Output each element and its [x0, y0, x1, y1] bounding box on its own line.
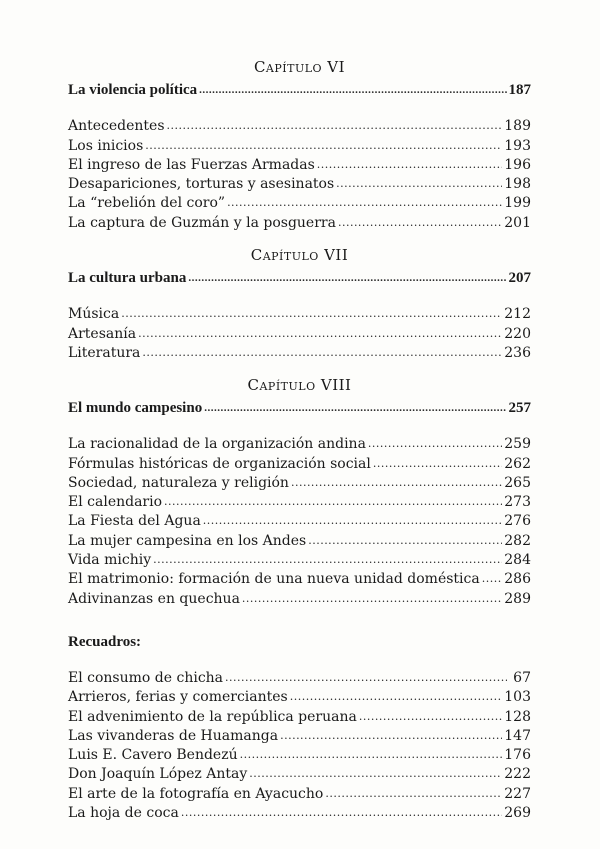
entry-label: El advenimiento de la república peruana [68, 708, 357, 725]
entry-label: Desapariciones, torturas y asesinatos [68, 176, 335, 193]
toc-entry[interactable] [68, 512, 531, 531]
toc-entry[interactable] [68, 137, 531, 156]
toc-entry[interactable] [68, 175, 531, 194]
toc-entry[interactable] [68, 532, 531, 551]
entry-list [68, 435, 531, 609]
toc-entry[interactable] [68, 746, 531, 765]
entry-list [68, 305, 531, 363]
toc-entry[interactable] [68, 305, 531, 324]
dot-leader [240, 745, 503, 764]
recuadros-section [68, 634, 531, 823]
entry-page: 262 [504, 455, 531, 472]
dot-leader [359, 707, 502, 726]
entry-list [68, 669, 531, 823]
toc-entry[interactable] [68, 570, 531, 589]
toc-entry[interactable] [68, 474, 531, 493]
dot-leader [290, 687, 503, 706]
dot-leader [338, 213, 502, 232]
entry-label: Las vivanderas de Huamanga [68, 727, 279, 744]
toc-entry[interactable] [68, 344, 531, 363]
toc-entry[interactable] [68, 156, 531, 175]
dot-leader [145, 136, 502, 155]
entry-label: Vida michiy [68, 552, 152, 569]
chapter-title-entry[interactable] [68, 269, 531, 289]
entry-page: 273 [504, 494, 531, 511]
entry-list [68, 117, 531, 233]
entry-label: Sociedad, naturaleza y religión [68, 474, 289, 491]
toc-entry[interactable] [68, 493, 531, 512]
dot-leader [336, 174, 502, 193]
entry-page: 212 [504, 306, 531, 323]
entry-page: 265 [504, 474, 531, 491]
dot-leader [121, 304, 502, 323]
dot-leader [249, 764, 502, 783]
dot-leader [227, 193, 502, 212]
entry-label: La mujer campesina en los Andes [68, 532, 307, 549]
dot-leader [308, 531, 502, 550]
entry-page: 147 [504, 727, 531, 744]
entry-page: 196 [504, 156, 531, 173]
entry-page: 198 [504, 176, 531, 193]
dot-leader [325, 784, 502, 803]
toc-entry[interactable] [68, 765, 531, 784]
entry-page: 222 [504, 766, 531, 783]
entry-page: 220 [504, 325, 531, 342]
entry-page: 193 [504, 137, 531, 154]
entry-label: Los inicios [68, 137, 144, 154]
toc-entry[interactable] [68, 804, 531, 823]
dot-leader [138, 324, 502, 343]
entry-label: El arte de la fotografía en Ayacucho [68, 785, 324, 802]
entry-label: El calendario [68, 494, 163, 511]
entry-page: 207 [508, 270, 531, 286]
toc-entry[interactable] [68, 435, 531, 454]
entry-label: Artesanía [68, 325, 137, 342]
dot-leader [164, 492, 502, 511]
dot-leader [482, 569, 503, 588]
entry-label: Luis E. Cavero Bendezú [68, 747, 238, 764]
entry-label: El mundo campesino [68, 400, 203, 416]
dot-leader [368, 434, 502, 453]
entry-page: 289 [504, 590, 531, 607]
dot-leader [188, 269, 506, 288]
dot-leader [204, 399, 506, 418]
entry-label: La captura de Guzmán y la posguerra [68, 214, 336, 231]
toc-entry[interactable] [68, 785, 531, 804]
chapter-heading: Capítulo VII [250, 246, 349, 264]
entry-page: 259 [504, 436, 531, 453]
chapter-heading: Capítulo VIII [247, 376, 352, 394]
entry-label: La violencia política [68, 82, 198, 98]
toc-entry[interactable] [68, 551, 531, 570]
dot-leader [199, 81, 506, 100]
dot-leader [181, 803, 502, 822]
entry-label: La “rebelión del coro” [68, 195, 226, 212]
entry-label: Arrieros, ferias y comerciantes [68, 689, 288, 706]
dot-leader [373, 454, 502, 473]
dot-leader [225, 668, 507, 687]
entry-page: 187 [508, 82, 531, 98]
section-heading: Recuadros: [68, 634, 142, 650]
toc-entry[interactable] [68, 669, 531, 688]
dot-leader [142, 343, 502, 362]
entry-page: 176 [504, 747, 531, 764]
entry-page: 269 [504, 805, 531, 822]
toc-entry[interactable] [68, 214, 531, 233]
dot-leader [153, 550, 502, 569]
entry-page: 103 [504, 689, 531, 706]
toc-entry[interactable] [68, 727, 531, 746]
entry-page: 236 [504, 344, 531, 361]
entry-label: Adivinanzas en quechua [68, 590, 240, 607]
entry-label: El matrimonio: formación de una nueva unidad doméstica [68, 571, 480, 588]
entry-label: Literatura [68, 344, 141, 361]
entry-page: 189 [504, 118, 531, 135]
toc-entry[interactable] [68, 117, 531, 136]
entry-label: Don Joaquín López Antay [68, 766, 248, 783]
chapter-6 [68, 58, 531, 233]
chapter-title-entry[interactable] [68, 399, 531, 419]
dot-leader [203, 511, 502, 530]
toc-entry[interactable] [68, 455, 531, 474]
entry-label: La racionalidad de la organización andina [68, 436, 366, 453]
chapter-heading: Capítulo VI [253, 58, 346, 76]
dot-leader [291, 473, 502, 492]
dot-leader [317, 155, 502, 174]
chapter-8 [68, 376, 531, 609]
entry-label: La Fiesta del Agua [68, 513, 201, 530]
entry-page: 276 [504, 513, 531, 530]
toc-entry[interactable] [68, 590, 531, 609]
entry-page: 286 [504, 571, 531, 588]
entry-page: 67 [513, 670, 531, 686]
entry-page: 199 [504, 195, 531, 212]
dot-leader [280, 726, 502, 745]
entry-page: 227 [504, 785, 531, 802]
entry-label: Antecedentes [68, 118, 165, 135]
entry-label: Fórmulas históricas de organización social [68, 455, 371, 472]
entry-label: La hoja de coca [68, 805, 179, 822]
entry-page: 257 [508, 400, 531, 416]
chapter-title-entry[interactable] [68, 81, 531, 101]
toc-entry[interactable] [68, 194, 531, 213]
dot-leader [167, 116, 503, 135]
entry-page: 128 [504, 708, 531, 725]
entry-page: 284 [504, 552, 531, 569]
chapter-7 [68, 246, 531, 363]
toc-entry[interactable] [68, 708, 531, 727]
entry-label: Música [68, 306, 120, 323]
entry-page: 201 [504, 214, 531, 231]
toc-entry[interactable] [68, 688, 531, 707]
dot-leader [242, 589, 502, 608]
toc-entry[interactable] [68, 325, 531, 344]
entry-label: La cultura urbana [68, 270, 187, 286]
entry-label: El ingreso de las Fuerzas Armadas [68, 156, 315, 173]
entry-page: 282 [504, 532, 531, 549]
entry-label: El consumo de chicha [68, 670, 224, 686]
